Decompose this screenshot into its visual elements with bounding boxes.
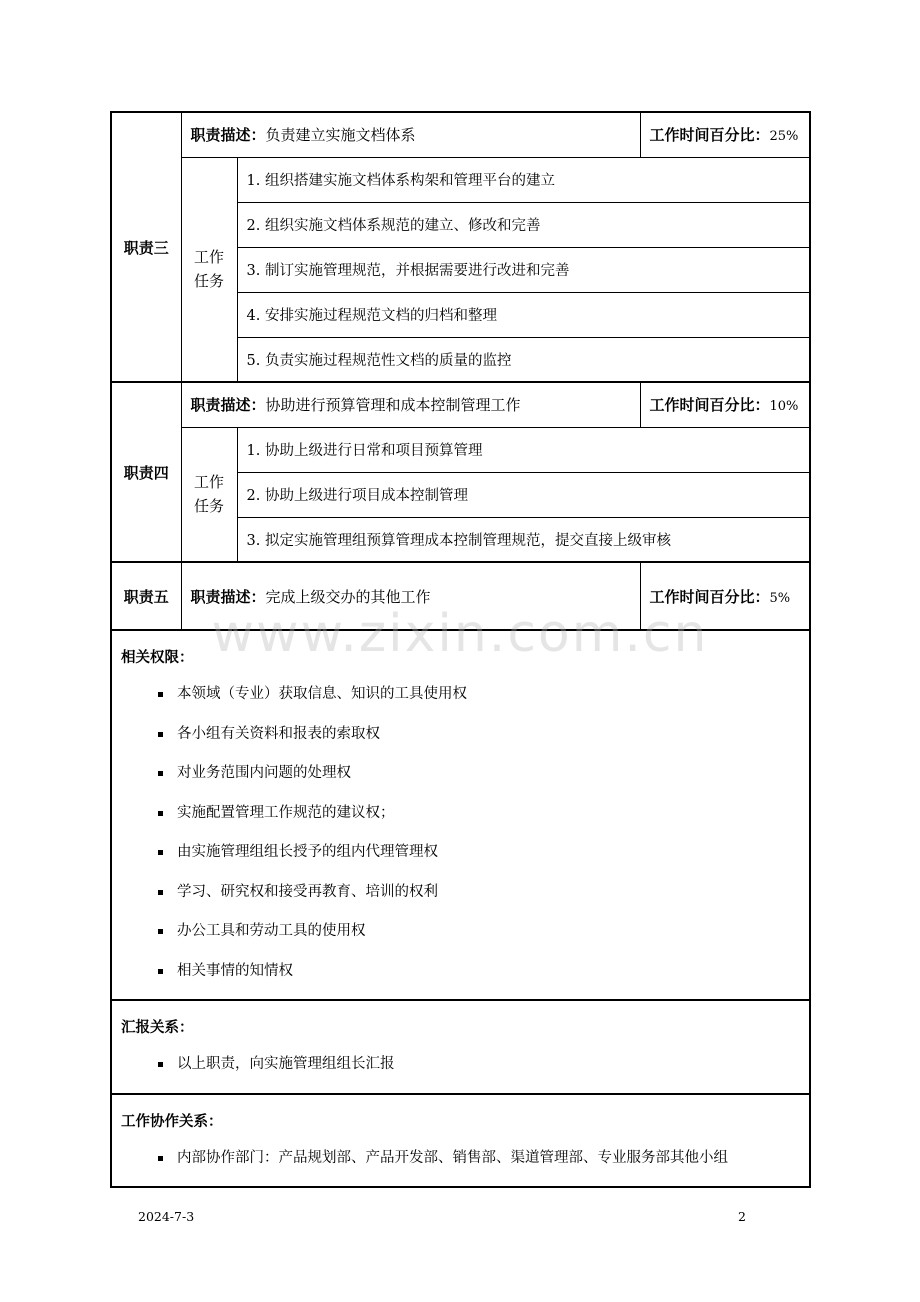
- cooperation-row: [111, 1094, 810, 1188]
- duty-5-desc-text: 完成上级交办的其他工作: [265, 587, 431, 606]
- list-item: [121, 1045, 809, 1085]
- duty-3-desc-row: [111, 112, 810, 157]
- reporting-row: [111, 1000, 810, 1094]
- duty-3-pct-value: 25%: [769, 129, 799, 145]
- authority-item-text: 相关事情的知情权: [177, 962, 293, 979]
- reporting-item-text: 以上职责，向实施管理组组长汇报: [177, 1056, 395, 1072]
- duty-3-desc-text: 负责建立实施文档体系: [265, 126, 416, 145]
- authority-item-text: 由实施管理组组长授予的组内代理管理权: [177, 844, 438, 860]
- duty-4-desc-text: 协助进行预算管理和成本控制管理工作: [265, 396, 521, 415]
- duty-4-time-percent: [640, 382, 810, 427]
- list-item: [121, 912, 809, 952]
- list-item: [121, 1139, 809, 1179]
- bullet-square-icon: [158, 732, 163, 737]
- authority-list: [121, 675, 809, 991]
- list-item: [121, 833, 809, 873]
- authority-item-text: 学习、研究权和接受再教育、培训的权利: [177, 883, 438, 900]
- bullet-square-icon: [158, 969, 163, 974]
- duty-4-task-label: [181, 427, 237, 562]
- list-item: [121, 754, 809, 794]
- bullet-square-icon: [158, 929, 163, 934]
- authority-item-text: 实施配置管理工作规范的建议权；: [177, 804, 395, 821]
- footer-page-number: 2: [738, 1209, 746, 1224]
- bullet-square-icon: [158, 771, 163, 776]
- duty-4-desc-label: 职责描述：: [190, 396, 266, 415]
- list-item: [121, 952, 809, 992]
- duty-5-desc-label: 职责描述：: [190, 587, 266, 606]
- watermark: www.zixin.com.cn: [211, 604, 709, 664]
- duty-5-name: 职责五: [111, 562, 181, 630]
- cooperation-section: [111, 1094, 810, 1188]
- footer-date: 2024-7-3: [138, 1209, 195, 1224]
- reporting-section: [111, 1000, 810, 1094]
- authority-section: [111, 630, 810, 1000]
- duty-4-task-3: 3. 拟定实施管理组预算管理成本控制管理规范，提交直接上级审核: [237, 517, 810, 562]
- duty-5-pct-value: 5%: [769, 590, 791, 606]
- list-item: [121, 675, 809, 715]
- duty-4-pct-label: 工作时间百分比：: [649, 396, 770, 415]
- bullet-square-icon: [158, 692, 163, 697]
- duty-3-description: [181, 112, 640, 157]
- duty-3-task-5: 5. 负责实施过程规范性文档的质量的监控: [237, 337, 810, 382]
- duty-3-task-2: 2. 组织实施文档体系规范的建立、修改和完善: [237, 202, 810, 247]
- bullet-square-icon: [158, 811, 163, 816]
- duty-3-time-percent: [640, 112, 810, 157]
- cooperation-list: [121, 1139, 809, 1179]
- cooperation-title: 工作协作关系：: [121, 1113, 223, 1130]
- duty-4-task-2: 2. 协助上级进行项目成本控制管理: [237, 472, 810, 517]
- bullet-square-icon: [158, 850, 163, 855]
- duty-4-task-1: 1. 协助上级进行日常和项目预算管理: [237, 427, 810, 472]
- authority-item-text: 各小组有关资料和报表的索取权: [177, 725, 380, 742]
- list-item: [121, 715, 809, 755]
- bullet-square-icon: [158, 1156, 163, 1161]
- authority-title: 相关权限：: [121, 650, 194, 666]
- duty-5-pct-label: 工作时间百分比：: [649, 587, 770, 606]
- duty-3-name: 职责三: [111, 112, 181, 382]
- authority-item-text: 本领域（专业）获取信息、知识的工具使用权: [177, 686, 467, 702]
- duty-3-pct-label: 工作时间百分比：: [649, 126, 770, 145]
- duty-4-description: [181, 382, 640, 427]
- duty-3-desc-label: 职责描述：: [190, 126, 266, 145]
- authority-item-text: 对业务范围内问题的处理权: [177, 765, 351, 781]
- authority-row: [111, 630, 810, 1000]
- duty-3-task-label-text: 工作任务: [193, 248, 224, 291]
- duty-3-task-4: 4. 安排实施过程规范文档的归档和整理: [237, 292, 810, 337]
- reporting-title: 汇报关系：: [121, 1020, 194, 1036]
- duty-5-desc-row: [111, 562, 810, 630]
- duty-5-description: [181, 562, 640, 630]
- bullet-square-icon: [158, 890, 163, 895]
- duty-4-task-row: [111, 427, 810, 472]
- duty-3-task-label: [181, 157, 237, 382]
- duty-3-task-3: 3. 制订实施管理规范，并根据需要进行改进和完善: [237, 247, 810, 292]
- cooperation-item-text: 内部协作部门：产品规划部、产品开发部、销售部、渠道管理部、专业服务部其他小组: [177, 1149, 728, 1166]
- authority-item-text: 办公工具和劳动工具的使用权: [177, 923, 366, 939]
- reporting-list: [121, 1045, 809, 1085]
- duty-5-time-percent: [640, 562, 810, 630]
- duty-3-task-1: 1. 组织搭建实施文档体系构架和管理平台的建立: [237, 157, 810, 202]
- bullet-square-icon: [158, 1062, 163, 1067]
- list-item: [121, 873, 809, 913]
- duty-4-desc-row: [111, 382, 810, 427]
- duty-4-name: 职责四: [111, 382, 181, 562]
- duty-4-task-label-text: 工作任务: [193, 473, 224, 516]
- job-description-table: [110, 111, 811, 1188]
- duty-4-pct-value: 10%: [769, 399, 799, 415]
- list-item: [121, 794, 809, 834]
- duty-3-task-row: [111, 157, 810, 202]
